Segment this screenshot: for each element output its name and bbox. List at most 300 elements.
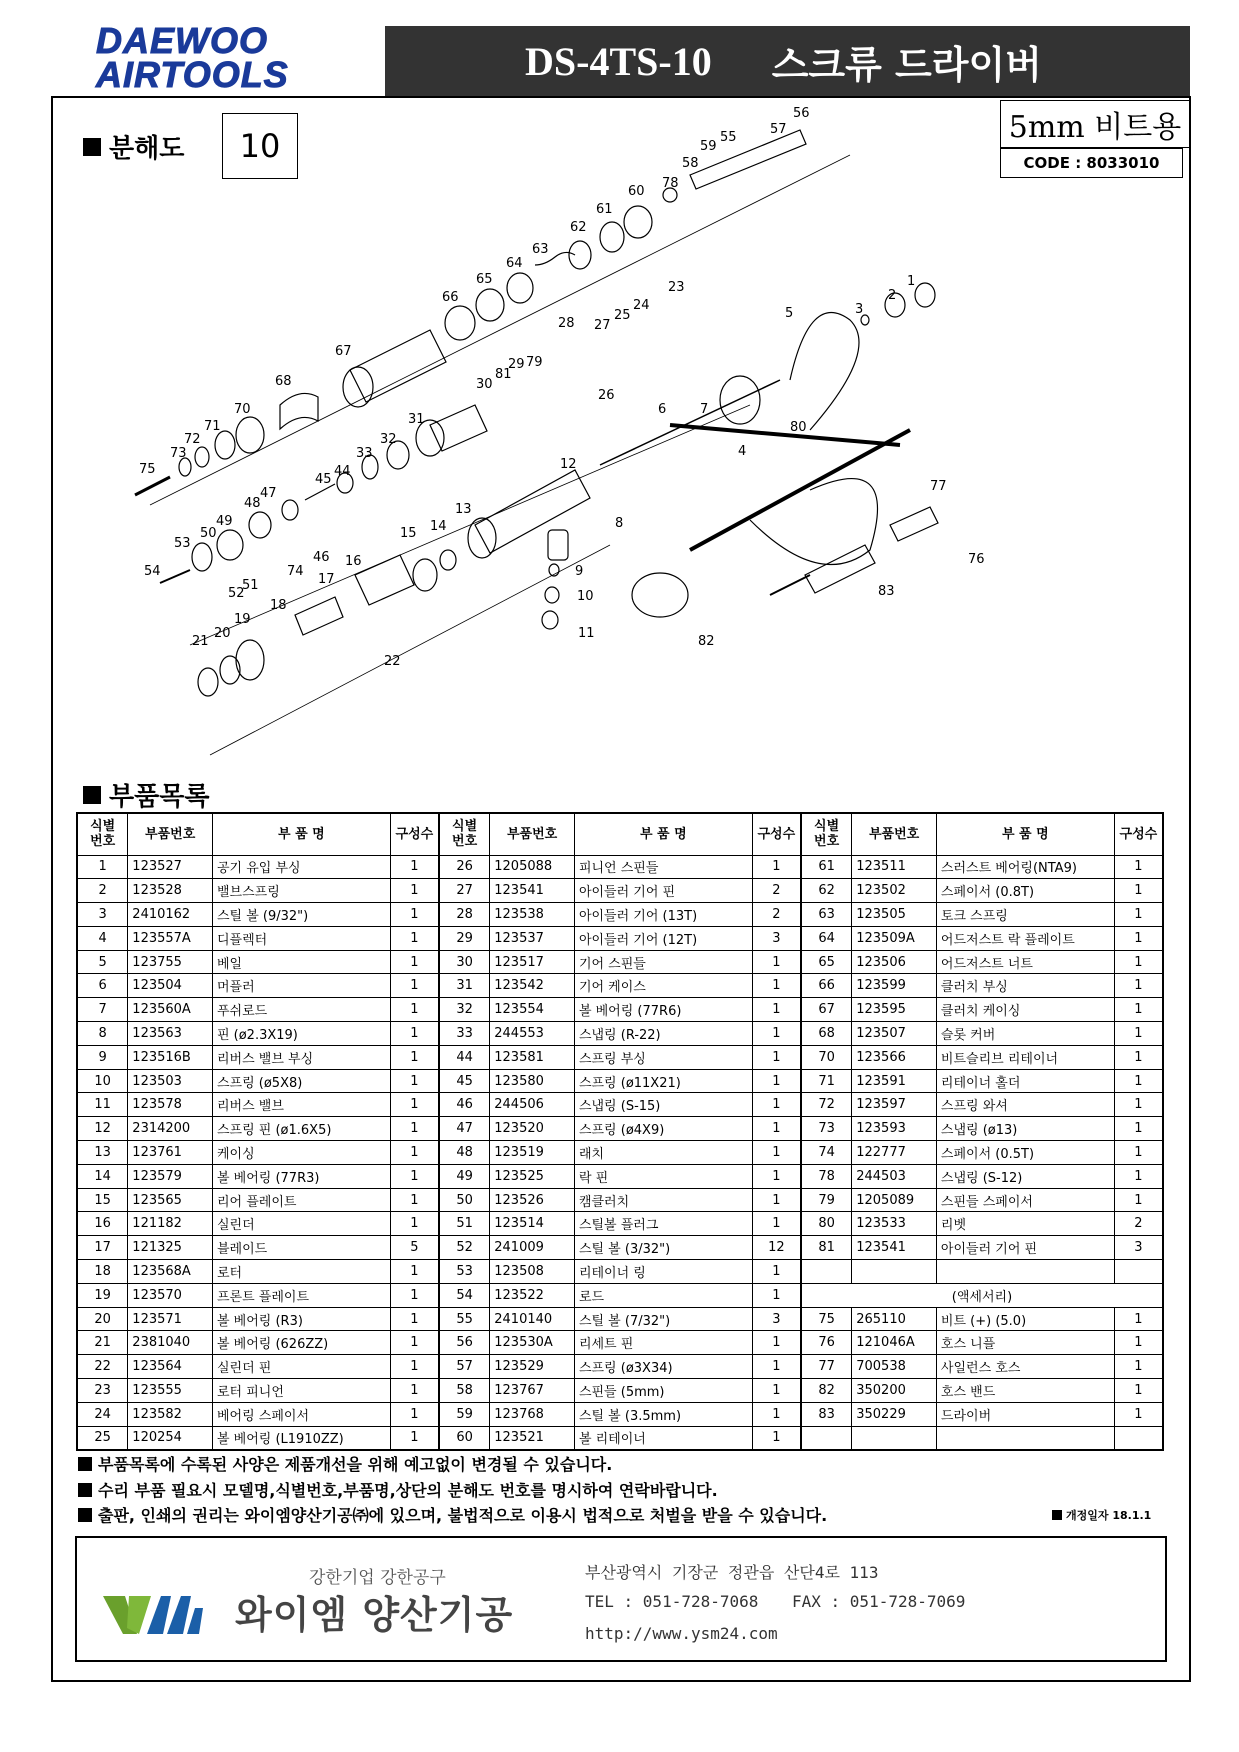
callout-76: 76 xyxy=(968,552,985,567)
column-header: 부 품 명 xyxy=(936,813,1114,855)
table-row xyxy=(77,974,1163,998)
part-number: 123519 xyxy=(490,1141,575,1165)
part-number: 123502 xyxy=(852,879,937,903)
part-number: 123571 xyxy=(128,1307,213,1331)
part-quantity: 1 xyxy=(1114,903,1163,927)
part-quantity: 3 xyxy=(752,926,801,950)
part-name: 아이들러 기어 핀 xyxy=(936,1236,1114,1260)
part-quantity: 1 xyxy=(1114,1164,1163,1188)
part-quantity: 1 xyxy=(390,950,439,974)
part-quantity: 1 xyxy=(390,1022,439,1046)
column-header: 부품번호 xyxy=(852,813,937,855)
callout-33: 33 xyxy=(356,446,373,461)
callout-83: 83 xyxy=(878,584,895,599)
callout-55: 55 xyxy=(720,130,737,145)
part-name: 스프링 (ø11X21) xyxy=(574,1069,752,1093)
table-row xyxy=(77,855,1163,879)
part-name: 슬롯 커버 xyxy=(936,1022,1114,1046)
part-number: 123520 xyxy=(490,1117,575,1141)
square-bullet-icon xyxy=(78,1508,92,1522)
part-name: 기어 케이스 xyxy=(574,974,752,998)
part-index: 48 xyxy=(439,1141,490,1165)
part-index: 31 xyxy=(439,974,490,998)
part-index: 44 xyxy=(439,1045,490,1069)
part-number: 244503 xyxy=(852,1164,937,1188)
part-index: 1 xyxy=(77,855,128,879)
callout-8: 8 xyxy=(615,516,624,531)
callout-60: 60 xyxy=(628,184,645,199)
callout-16: 16 xyxy=(345,554,362,569)
part-index: 30 xyxy=(439,950,490,974)
callout-24: 24 xyxy=(633,298,650,313)
part-quantity: 1 xyxy=(1114,926,1163,950)
part-name: 캠클러치 xyxy=(574,1188,752,1212)
part-quantity: 1 xyxy=(390,1331,439,1355)
callout-22: 22 xyxy=(384,654,401,669)
part-name: 스틸 볼 (3/32") xyxy=(574,1236,752,1260)
part-number: 123537 xyxy=(490,926,575,950)
part-number: 123538 xyxy=(490,903,575,927)
part-quantity: 1 xyxy=(752,1069,801,1093)
part-name: 머플러 xyxy=(212,974,390,998)
table-row xyxy=(77,1426,1163,1450)
part-index: 81 xyxy=(801,1236,852,1260)
part-number: 123580 xyxy=(490,1069,575,1093)
part-number: 350200 xyxy=(852,1379,937,1403)
part-index: 23 xyxy=(77,1379,128,1403)
part-name xyxy=(936,1260,1114,1284)
part-quantity: 1 xyxy=(752,1164,801,1188)
part-number: 123505 xyxy=(852,903,937,927)
part-name: 실린더 핀 xyxy=(212,1355,390,1379)
part-name: 아이들러 기어 (12T) xyxy=(574,926,752,950)
part-index: 12 xyxy=(77,1117,128,1141)
part-number: 123560A xyxy=(128,998,213,1022)
part-name: 실린더 xyxy=(212,1212,390,1236)
daewoo-airtools-logo xyxy=(96,20,336,95)
brand-line2: AIRTOOLS xyxy=(96,54,289,95)
part-quantity: 1 xyxy=(752,1188,801,1212)
exploded-view-diagram xyxy=(130,105,1000,777)
part-number: 123528 xyxy=(128,879,213,903)
table-row xyxy=(77,1307,1163,1331)
callout-25: 25 xyxy=(614,308,631,323)
part-name xyxy=(936,1426,1114,1450)
part-index: 46 xyxy=(439,1093,490,1117)
part-quantity: 1 xyxy=(1114,1402,1163,1426)
part-index: 27 xyxy=(439,879,490,903)
ym-logo-icon xyxy=(103,1588,203,1642)
table-row xyxy=(77,1117,1163,1141)
brand-line1: DAEWOO xyxy=(96,20,268,61)
part-quantity xyxy=(1114,1260,1163,1284)
company-address: 부산광역시 기장군 정관읍 산단4로 113 xyxy=(585,1563,879,1582)
part-index: 24 xyxy=(77,1402,128,1426)
part-number: 244506 xyxy=(490,1093,575,1117)
callout-29: 29 xyxy=(508,357,525,372)
part-number: 123504 xyxy=(128,974,213,998)
callout-3: 3 xyxy=(855,302,864,317)
part-index: 70 xyxy=(801,1045,852,1069)
part-index xyxy=(801,1260,852,1284)
callout-30: 30 xyxy=(476,377,493,392)
part-number: 123563 xyxy=(128,1022,213,1046)
part-quantity: 1 xyxy=(752,1022,801,1046)
callout-11: 11 xyxy=(578,626,595,641)
part-number: 123517 xyxy=(490,950,575,974)
part-quantity: 1 xyxy=(752,1260,801,1284)
part-number: 121325 xyxy=(128,1236,213,1260)
part-number: 123579 xyxy=(128,1164,213,1188)
part-number: 123541 xyxy=(852,1236,937,1260)
part-number: 123755 xyxy=(128,950,213,974)
column-header: 식별 번호 xyxy=(801,813,852,855)
part-index: 26 xyxy=(439,855,490,879)
part-name: 볼 베어링 (77R3) xyxy=(212,1164,390,1188)
part-quantity: 2 xyxy=(1114,1212,1163,1236)
callout-77: 77 xyxy=(930,479,947,494)
part-name: 스프링 (ø5X8) xyxy=(212,1069,390,1093)
column-header: 식별 번호 xyxy=(77,813,128,855)
part-quantity: 1 xyxy=(752,974,801,998)
note-text: 부품목록에 수록된 사양은 제품개선을 위해 예고없이 변경될 수 있습니다. xyxy=(98,1455,613,1474)
part-index: 28 xyxy=(439,903,490,927)
part-quantity: 1 xyxy=(1114,1141,1163,1165)
square-bullet-icon xyxy=(78,1457,92,1471)
part-number: 244553 xyxy=(490,1022,575,1046)
part-index: 19 xyxy=(77,1283,128,1307)
part-name: 스프링 와셔 xyxy=(936,1093,1114,1117)
callout-47: 47 xyxy=(260,486,277,501)
callout-52: 52 xyxy=(228,586,245,601)
part-name: 사일런스 호스 xyxy=(936,1355,1114,1379)
part-quantity: 1 xyxy=(752,1093,801,1117)
part-index: 76 xyxy=(801,1331,852,1355)
part-name: 볼 베어링 (L1910ZZ) xyxy=(212,1426,390,1450)
part-index: 74 xyxy=(801,1141,852,1165)
callout-19: 19 xyxy=(234,612,251,627)
callout-56: 56 xyxy=(793,106,810,121)
part-quantity: 1 xyxy=(390,879,439,903)
callout-67: 67 xyxy=(335,344,352,359)
callout-1: 1 xyxy=(907,274,916,289)
part-number: 123768 xyxy=(490,1402,575,1426)
company-footer xyxy=(75,1536,1167,1662)
callout-5: 5 xyxy=(785,306,794,321)
part-number: 123564 xyxy=(128,1355,213,1379)
part-name: 호스 밴드 xyxy=(936,1379,1114,1403)
part-quantity: 1 xyxy=(390,1212,439,1236)
part-index: 32 xyxy=(439,998,490,1022)
column-header: 구성수 xyxy=(1114,813,1163,855)
part-quantity: 1 xyxy=(390,974,439,998)
part-number: 123508 xyxy=(490,1260,575,1284)
part-index: 68 xyxy=(801,1022,852,1046)
callout-15: 15 xyxy=(400,526,417,541)
part-number: 123521 xyxy=(490,1426,575,1450)
part-quantity: 1 xyxy=(752,1141,801,1165)
callout-72: 72 xyxy=(184,432,201,447)
part-name: 호스 니플 xyxy=(936,1331,1114,1355)
callout-27: 27 xyxy=(594,318,611,333)
part-number: 123514 xyxy=(490,1212,575,1236)
part-quantity: 5 xyxy=(390,1236,439,1260)
note-text: 출판, 인쇄의 권리는 와이엠양산기공㈜에 있으며, 불법적으로 이용시 법적으로 처벌을 받을 수 있습니다. xyxy=(98,1506,828,1525)
part-index: 50 xyxy=(439,1188,490,1212)
part-name: 스틸 볼 (3.5mm) xyxy=(574,1402,752,1426)
part-index: 51 xyxy=(439,1212,490,1236)
part-name: 리세트 핀 xyxy=(574,1331,752,1355)
part-index: 29 xyxy=(439,926,490,950)
part-quantity: 3 xyxy=(752,1307,801,1331)
part-index: 54 xyxy=(439,1283,490,1307)
part-quantity: 1 xyxy=(1114,1355,1163,1379)
table-row xyxy=(77,950,1163,974)
callout-81: 81 xyxy=(495,367,512,382)
part-name: 기어 스핀들 xyxy=(574,950,752,974)
part-index: 80 xyxy=(801,1212,852,1236)
column-header: 부품번호 xyxy=(490,813,575,855)
part-quantity: 1 xyxy=(390,1164,439,1188)
part-number: 123506 xyxy=(852,950,937,974)
callout-32: 32 xyxy=(380,432,397,447)
callout-74: 74 xyxy=(287,564,304,579)
exploded-view-title: 분해도 xyxy=(109,134,185,164)
callout-70: 70 xyxy=(234,402,251,417)
part-name: 볼 리테이너 xyxy=(574,1426,752,1450)
table-row xyxy=(77,879,1163,903)
parts-table xyxy=(76,812,1164,1451)
callout-82: 82 xyxy=(698,634,715,649)
part-index: 20 xyxy=(77,1307,128,1331)
revision-text: 개정일자 18.1.1 xyxy=(1066,1509,1152,1522)
column-header: 부 품 명 xyxy=(574,813,752,855)
part-quantity: 1 xyxy=(390,1045,439,1069)
part-index: 17 xyxy=(77,1236,128,1260)
part-number: 120254 xyxy=(128,1426,213,1450)
part-number xyxy=(852,1426,937,1450)
part-number: 123526 xyxy=(490,1188,575,1212)
part-quantity: 1 xyxy=(1114,950,1163,974)
part-index: 4 xyxy=(77,926,128,950)
part-index: 45 xyxy=(439,1069,490,1093)
part-number: 123542 xyxy=(490,974,575,998)
part-number: 1205088 xyxy=(490,855,575,879)
part-number: 123533 xyxy=(852,1212,937,1236)
square-bullet-icon xyxy=(78,1483,92,1497)
column-header: 구성수 xyxy=(390,813,439,855)
part-number: 123570 xyxy=(128,1283,213,1307)
part-index: 33 xyxy=(439,1022,490,1046)
part-number: 123530A xyxy=(490,1331,575,1355)
part-quantity: 1 xyxy=(752,1402,801,1426)
part-number: 2410162 xyxy=(128,903,213,927)
part-quantity: 1 xyxy=(1114,1069,1163,1093)
table-row xyxy=(77,1188,1163,1212)
part-name: 어드저스트 락 플레이트 xyxy=(936,926,1114,950)
part-number: 123578 xyxy=(128,1093,213,1117)
part-quantity: 1 xyxy=(390,903,439,927)
part-name: 스프링 (ø3X34) xyxy=(574,1355,752,1379)
part-index: 60 xyxy=(439,1426,490,1450)
part-name: 스페이서 (0.5T) xyxy=(936,1141,1114,1165)
parts-table-body xyxy=(77,855,1163,1450)
callout-64: 64 xyxy=(506,256,523,271)
part-index: 72 xyxy=(801,1093,852,1117)
part-quantity: 1 xyxy=(390,1093,439,1117)
part-number: 123767 xyxy=(490,1379,575,1403)
part-quantity: 1 xyxy=(390,1283,439,1307)
part-number: 123522 xyxy=(490,1283,575,1307)
callout-21: 21 xyxy=(192,634,209,649)
company-website[interactable]: http://www.ysm24.com xyxy=(585,1624,778,1643)
part-quantity: 1 xyxy=(752,1212,801,1236)
callout-6: 6 xyxy=(658,402,667,417)
part-quantity: 1 xyxy=(752,1045,801,1069)
part-index: 53 xyxy=(439,1260,490,1284)
part-quantity: 1 xyxy=(752,1379,801,1403)
callout-23: 23 xyxy=(668,280,685,295)
company-name: 와이엠 양산기공 xyxy=(235,1593,514,1637)
revision-date xyxy=(1052,1507,1151,1523)
part-name: 베어링 스페이서 xyxy=(212,1402,390,1426)
callout-57: 57 xyxy=(770,122,787,137)
table-row xyxy=(77,1022,1163,1046)
callout-68: 68 xyxy=(275,374,292,389)
part-index: 49 xyxy=(439,1164,490,1188)
callout-26: 26 xyxy=(598,388,615,403)
callout-14: 14 xyxy=(430,519,447,534)
callout-17: 17 xyxy=(318,572,335,587)
part-index: 63 xyxy=(801,903,852,927)
part-quantity: 1 xyxy=(752,998,801,1022)
note-copyright xyxy=(78,1503,827,1526)
part-number: 123511 xyxy=(852,855,937,879)
title-bar xyxy=(385,26,1190,96)
part-index: 56 xyxy=(439,1331,490,1355)
part-number: 123541 xyxy=(490,879,575,903)
part-name: 볼 베어링 (R3) xyxy=(212,1307,390,1331)
part-index: 22 xyxy=(77,1355,128,1379)
part-quantity: 1 xyxy=(1114,879,1163,903)
part-name: 프론트 플레이트 xyxy=(212,1283,390,1307)
part-quantity: 1 xyxy=(390,1307,439,1331)
part-number: 123557A xyxy=(128,926,213,950)
part-index: 65 xyxy=(801,950,852,974)
part-name: 래치 xyxy=(574,1141,752,1165)
table-row xyxy=(77,926,1163,950)
part-name: 스냅링 (ø13) xyxy=(936,1117,1114,1141)
product-name: 스크류 드라이버 xyxy=(771,42,1042,87)
part-name: 블레이드 xyxy=(212,1236,390,1260)
table-row xyxy=(77,1379,1163,1403)
part-name: 피니언 스핀들 xyxy=(574,855,752,879)
part-quantity: 1 xyxy=(390,1379,439,1403)
part-name: 케이싱 xyxy=(212,1141,390,1165)
part-number: 123591 xyxy=(852,1069,937,1093)
square-bullet-icon xyxy=(83,138,101,156)
part-index: 9 xyxy=(77,1045,128,1069)
part-quantity: 1 xyxy=(390,926,439,950)
part-number: 123581 xyxy=(490,1045,575,1069)
part-index: 75 xyxy=(801,1307,852,1331)
part-name: 로드 xyxy=(574,1283,752,1307)
part-name: 스틸 볼 (9/32") xyxy=(212,903,390,927)
part-quantity: 1 xyxy=(390,1355,439,1379)
part-index: 83 xyxy=(801,1402,852,1426)
company-tel: TEL : 051-728-7068 xyxy=(585,1592,759,1611)
part-number: 350229 xyxy=(852,1402,937,1426)
part-name: 리테이너 홀더 xyxy=(936,1069,1114,1093)
callout-45: 45 xyxy=(315,472,332,487)
part-index: 47 xyxy=(439,1117,490,1141)
callout-50: 50 xyxy=(200,526,217,541)
part-index: 58 xyxy=(439,1379,490,1403)
part-quantity: 1 xyxy=(1114,1188,1163,1212)
callout-13: 13 xyxy=(455,502,472,517)
table-row xyxy=(77,998,1163,1022)
part-name: 볼 베어링 (626ZZ) xyxy=(212,1331,390,1355)
part-name: 리벳 xyxy=(936,1212,1114,1236)
part-index: 78 xyxy=(801,1164,852,1188)
parts-table-header xyxy=(77,813,1163,855)
part-index: 13 xyxy=(77,1141,128,1165)
part-name: 스틸볼 플러그 xyxy=(574,1212,752,1236)
part-index: 11 xyxy=(77,1093,128,1117)
part-quantity: 1 xyxy=(752,1426,801,1450)
callout-73: 73 xyxy=(170,446,187,461)
callout-62: 62 xyxy=(570,220,587,235)
column-header: 식별 번호 xyxy=(439,813,490,855)
callout-75: 75 xyxy=(139,462,156,477)
part-number: 123554 xyxy=(490,998,575,1022)
part-index: 5 xyxy=(77,950,128,974)
part-name: 밸브스프링 xyxy=(212,879,390,903)
part-index: 62 xyxy=(801,879,852,903)
part-index: 57 xyxy=(439,1355,490,1379)
part-name: 스프링 핀 (ø1.6X5) xyxy=(212,1117,390,1141)
table-row xyxy=(77,1331,1163,1355)
part-name: 클러치 케이싱 xyxy=(936,998,1114,1022)
table-row xyxy=(77,1045,1163,1069)
callout-71: 71 xyxy=(204,419,221,434)
part-name: 볼 베어링 (77R6) xyxy=(574,998,752,1022)
part-number: 123529 xyxy=(490,1355,575,1379)
part-quantity: 1 xyxy=(390,855,439,879)
table-row xyxy=(77,903,1163,927)
callout-51: 51 xyxy=(242,578,259,593)
part-number: 123507 xyxy=(852,1022,937,1046)
part-number: 123565 xyxy=(128,1188,213,1212)
part-quantity: 1 xyxy=(390,1141,439,1165)
part-index: 6 xyxy=(77,974,128,998)
accessory-section-label: (액세서리) xyxy=(801,1283,1163,1307)
part-index: 71 xyxy=(801,1069,852,1093)
part-quantity: 1 xyxy=(1114,998,1163,1022)
callout-18: 18 xyxy=(270,598,287,613)
part-number: 2410140 xyxy=(490,1307,575,1331)
table-row xyxy=(77,1141,1163,1165)
part-quantity: 1 xyxy=(390,1402,439,1426)
part-index: 15 xyxy=(77,1188,128,1212)
part-quantity: 1 xyxy=(390,998,439,1022)
callout-10: 10 xyxy=(577,589,594,604)
part-number: 123525 xyxy=(490,1164,575,1188)
part-number: 123516B xyxy=(128,1045,213,1069)
part-name: 스러스트 베어링(NTA9) xyxy=(936,855,1114,879)
part-quantity: 1 xyxy=(752,1117,801,1141)
part-name: 아이들러 기어 (13T) xyxy=(574,903,752,927)
